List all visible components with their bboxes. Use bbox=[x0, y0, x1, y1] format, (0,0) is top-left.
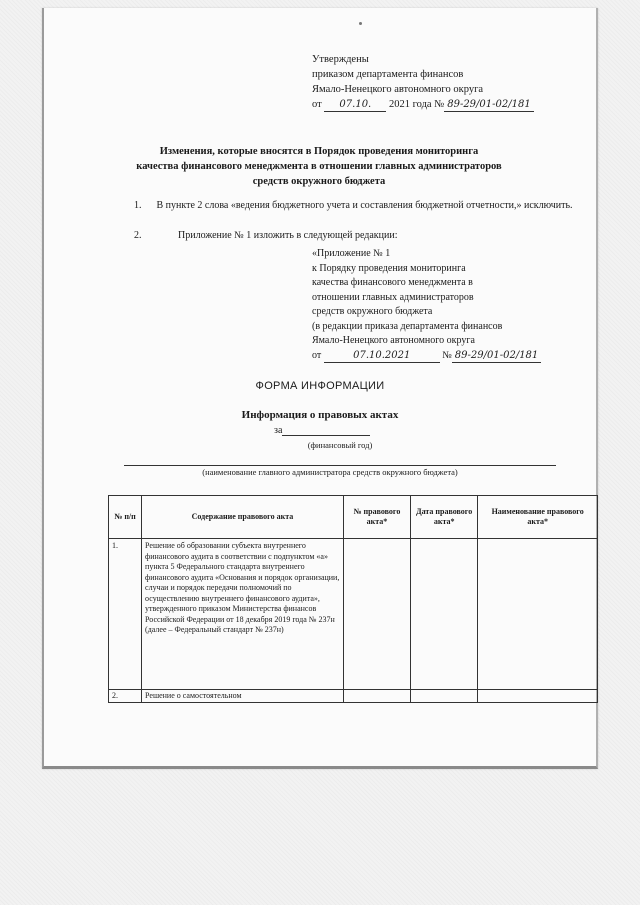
row-act-name bbox=[478, 539, 598, 690]
approval-year-label: 2021 года № bbox=[388, 99, 445, 110]
annex-line-6: (в редакции приказа департамента финансов bbox=[312, 320, 503, 332]
approval-number-handwritten: 89-29/01-02/181 bbox=[444, 99, 533, 112]
annex-line-7: Ямало-Ненецкого автономного округа bbox=[312, 335, 475, 346]
row-act-date bbox=[411, 690, 478, 703]
row-num: 1. bbox=[109, 539, 142, 690]
info-title: Информация о правовых актах bbox=[241, 409, 399, 421]
document-page bbox=[42, 8, 598, 769]
approval-date-line bbox=[312, 97, 592, 112]
row-num: 2. bbox=[109, 690, 142, 703]
financial-year-field bbox=[274, 425, 370, 436]
approval-block bbox=[312, 52, 592, 112]
title-line-2: качества финансового менеджмента в отношении главных администраторов bbox=[136, 161, 502, 172]
approval-line-3: Ямало-Ненецкого автономного округа bbox=[312, 84, 484, 95]
annex-line-2: к Порядку проведения мониторинга bbox=[312, 262, 466, 274]
header-content: Содержание правового акта bbox=[142, 496, 344, 539]
annex-line-3: качества финансового менеджмента в bbox=[312, 277, 473, 288]
annex-date-handwritten: 07.10.2021 bbox=[324, 350, 440, 363]
paragraph-1-number: 1. bbox=[134, 200, 142, 211]
annex-number-handwritten: 89-29/01-02/181 bbox=[452, 350, 541, 363]
approval-line-1: Утверждены bbox=[312, 54, 369, 65]
annex-number-label: № bbox=[442, 349, 452, 361]
header-num: № п/п bbox=[109, 496, 142, 539]
approval-line-2: приказом департамента финансов bbox=[312, 69, 464, 80]
annex-date-line bbox=[312, 349, 602, 364]
legal-acts-table bbox=[108, 495, 598, 703]
header-act-name: Наименование правового акта* bbox=[478, 496, 598, 539]
document-title bbox=[104, 144, 534, 189]
title-line-3: средств окружного бюджета bbox=[252, 176, 386, 187]
table-row bbox=[109, 539, 598, 690]
header-act-date: Дата правового акта* bbox=[411, 496, 478, 539]
approval-from-label: от bbox=[312, 99, 322, 110]
paragraph-2-number: 2. bbox=[134, 230, 142, 241]
annex-line-1: «Приложение № 1 bbox=[312, 248, 391, 259]
paragraph-2 bbox=[104, 229, 594, 243]
form-title: ФОРМА ИНФОРМАЦИИ bbox=[255, 380, 385, 392]
header-act-number: № правового акта* bbox=[343, 496, 410, 539]
table-row bbox=[109, 690, 598, 703]
table-header-row bbox=[109, 496, 598, 539]
approval-date-handwritten: 07.10. bbox=[324, 99, 386, 112]
za-label: за bbox=[274, 425, 283, 436]
financial-year-caption: (финансовый год) bbox=[307, 440, 373, 450]
row-act-number bbox=[343, 539, 410, 690]
scan-speck bbox=[359, 22, 362, 25]
paragraph-1 bbox=[104, 199, 594, 213]
title-line-1: Изменения, которые вносятся в Порядок проведения мониторинга bbox=[159, 146, 479, 157]
financial-year-blank bbox=[282, 425, 370, 436]
admin-name-line bbox=[124, 465, 556, 466]
annex-block bbox=[312, 247, 602, 363]
annex-line-4: отношении главных администраторов bbox=[312, 291, 474, 303]
row-content: Решение о самостоятельном bbox=[142, 690, 344, 703]
paragraph-2-text: Приложение № 1 изложить в следующей редакции: bbox=[178, 230, 398, 241]
row-content: Решение об образовании субъекта внутреннего финансового аудита в соответствии с подпунктом «а» пункта 5 Федерального стандарта внутреннего финансового аудита «Основания и порядок организации, случаи и порядок передачи полномочий по осуществлению внутреннего финансового аудита», утвержденного приказом Министерства финансов Российской Федерации от 18 декабря 2019 года № 237н (далее – Федеральный стандарт № 237н) bbox=[142, 539, 344, 690]
row-act-number bbox=[343, 690, 410, 703]
admin-name-caption: (наименование главного администратора средств окружного бюджета) bbox=[202, 467, 458, 477]
annex-line-5: средств окружного бюджета bbox=[312, 306, 433, 317]
annex-from-label: от bbox=[312, 349, 322, 361]
row-act-date bbox=[411, 539, 478, 690]
row-act-name bbox=[478, 690, 598, 703]
paragraph-1-text: В пункте 2 слова «ведения бюджетного учета и составления бюджетной отчетности,» исключить. bbox=[156, 200, 573, 211]
